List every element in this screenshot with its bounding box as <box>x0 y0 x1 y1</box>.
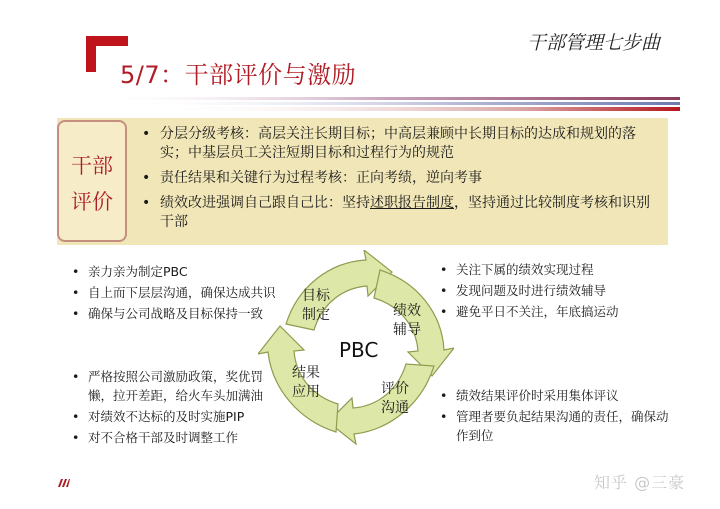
panel-bullet <box>138 194 658 232</box>
list-item: • 确保与公司战略及目标保持一致 <box>66 304 281 323</box>
list-item: • 发现问题及时进行绩效辅导 <box>434 281 674 300</box>
step-review-line1: 评价 <box>381 381 409 397</box>
list-item: • 管理者要负起结果沟通的责任，确保动作到位 <box>434 407 679 445</box>
step-review <box>381 380 409 418</box>
review-list <box>434 386 679 447</box>
panel-bullet: • 责任结果和关键行为过程考核：正向考绩，逆向考事 <box>138 169 658 188</box>
coach-list <box>434 260 674 323</box>
apply-list <box>66 367 281 449</box>
company-logo-icon <box>56 479 70 487</box>
pbc-center-label: PBC <box>339 338 379 362</box>
list-item: • 对不合格干部及时调整工作 <box>66 428 281 447</box>
step-plan <box>302 287 330 325</box>
panel-bullets <box>138 125 658 238</box>
list-item: • 避免平日不关注，年底搞运动 <box>434 302 674 321</box>
step-plan-line2: 制定 <box>302 307 330 323</box>
list-item: • 亲力亲为制定PBC <box>66 262 281 281</box>
step-coach-line1: 绩效 <box>393 303 421 319</box>
step-review-line2: 沟通 <box>381 400 409 416</box>
series-title: 干部管理七步曲 <box>526 32 660 54</box>
step-apply-line2: 应用 <box>292 384 320 400</box>
panel-bullet-text: 绩效改进强调自己跟自己比：坚持 <box>160 195 370 211</box>
step-coach-line2: 辅导 <box>393 322 421 338</box>
slide-title: 5/7：干部评价与激励 <box>120 61 357 89</box>
step-apply-line1: 结果 <box>292 365 320 381</box>
panel-bullet-text: ，坚持通过比较制度考核和识别干部 <box>160 195 650 230</box>
list-item: • 严格按照公司激励政策，奖优罚懒，拉开差距，给火车头加满油 <box>66 367 281 405</box>
step-apply <box>292 364 320 402</box>
panel-tag <box>57 148 127 220</box>
decorative-stripes <box>80 93 680 115</box>
list-item: • 对绩效不达标的及时实施PIP <box>66 407 281 426</box>
step-plan-line1: 目标 <box>302 288 330 304</box>
list-item: • 关注下属的绩效实现过程 <box>434 260 674 279</box>
list-item: • 自上而下层层沟通，确保达成共识 <box>66 283 281 302</box>
list-item: • 绩效结果评价时采用集体评议 <box>434 386 679 405</box>
panel-tag-line2: 评价 <box>71 190 113 214</box>
panel-bullet: • 分层分级考核：高层关注长期目标；中高层兼顾中长期目标的达成和规划的落实；中基层员工关注短期目标和过程行为的规范 <box>138 125 658 163</box>
panel-bullet-underlined: 述职报告制度 <box>370 195 454 211</box>
panel-tag-line1: 干部 <box>71 154 113 178</box>
plan-list <box>66 262 281 325</box>
watermark: 知乎 @三豪 <box>594 473 686 492</box>
step-coach <box>393 302 421 340</box>
